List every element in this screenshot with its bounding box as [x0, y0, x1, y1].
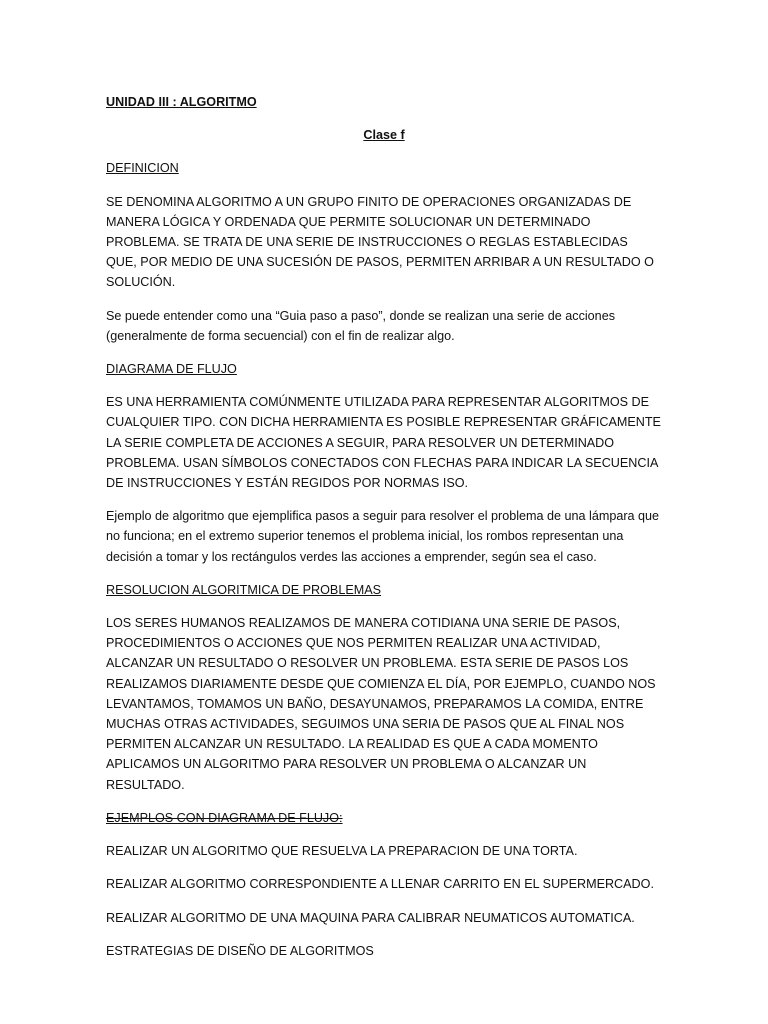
resolucion-heading: RESOLUCION ALGORITMICA DE PROBLEMAS	[106, 582, 382, 597]
unit-title: UNIDAD III : ALGORITMO	[106, 95, 257, 109]
diagrama-heading: DIAGRAMA DE FLUJO	[106, 362, 237, 377]
definicion-paragraph-1: SE DENOMINA ALGORITMO A UN GRUPO FINITO DE OPERACIONES ORGANIZADAS DE MANERA LÓGICA Y ORDENADA QUE PERMITE SOLUCIONAR UN DETERMINADO PROBLEMA. SE TRATA DE UNA SERIE DE INSTRUCCIONES O REGLAS ESTABLECIDAS QUE, POR MEDIO DE UNA SUCESIÓN DE PASOS, PERMITEN ARRIBAR A UN RESULTADO O SOLUCIÓN.	[106, 194, 654, 290]
diagrama-paragraph-1: ES UNA HERRAMIENTA COMÚNMENTE UTILIZADA PARA REPRESENTAR ALGORITMOS DE CUALQUIER TIPO. CON DICHA HERRAMIENTA ES POSIBLE REPRESENTAR GRÁFICAMENTE LA SERIE COMPLETA DE ACCIONES A SEGUIR, PARA RESOLVER UN DETERMINADO PROBLEMA. USAN SÍMBOLOS CONECTADOS CON FLECHAS PARA INDICAR LA SECUENCIA DE INSTRUCCIONES Y ESTÁN REGIDOS POR NORMAS ISO.	[106, 395, 661, 491]
ejemplo-1: REALIZAR UN ALGORITMO QUE RESUELVA LA PREPARACION DE UNA TORTA.	[106, 844, 578, 859]
diagrama-paragraph-2: Ejemplo de algoritmo que ejemplifica pasos a seguir para resolver el problema de una lámpara que no funciona; en el extremo superior tenemos el problema inicial, los rombos representan una decisión a tomar y los rectángulos verdes las acciones a emprender, según sea el caso.	[106, 509, 660, 564]
estrategias-line: ESTRATEGIAS DE DISEÑO DE ALGORITMOS	[106, 943, 374, 958]
ejemplos-heading: EJEMPLOS CON DIAGRAMA DE FLUJO:	[106, 810, 343, 825]
definicion-heading: DEFINICION	[106, 161, 179, 176]
class-title: Clase f	[363, 128, 405, 143]
ejemplo-3: REALIZAR ALGORITMO DE UNA MAQUINA PARA CALIBRAR NEUMATICOS AUTOMATICA.	[106, 910, 635, 925]
document-body	[106, 92, 662, 974]
resolucion-paragraph: LOS SERES HUMANOS REALIZAMOS DE MANERA COTIDIANA UNA SERIE DE PASOS, PROCEDIMIENTOS O ACCIONES QUE NOS PERMITEN REALIZAR UNA ACTIVIDAD, ALCANZAR UN RESULTADO O RESOLVER UN PROBLEMA. ESTA SERIE DE PASOS LOS REALIZAMOS DIARIAMENTE DESDE QUE COMIENZA EL DÍA, POR EJEMPLO, CUANDO NOS LEVANTAMOS, TOMAMOS UN BAÑO, DESAYUNAMOS, PREPARAMOS LA COMIDA, ENTRE MUCHAS OTRAS ACTIVIDADES, SEGUIMOS UNA SERIA DE PASOS QUE AL FINAL NOS PERMITEN ALCANZAR UN RESULTADO. LA REALIDAD ES QUE A CADA MOMENTO APLICAMOS UN ALGORITMO PARA RESOLVER UN PROBLEMA O ALCANZAR UN RESULTADO.	[106, 616, 656, 792]
ejemplo-2: REALIZAR ALGORITMO CORRESPONDIENTE A LLENAR CARRITO EN EL SUPERMERCADO.	[106, 877, 654, 892]
definicion-paragraph-2: Se puede entender como una “Guia paso a paso”, donde se realizan una serie de acciones (generalmente de forma secuencial) con el fin de realizar algo.	[106, 308, 615, 343]
